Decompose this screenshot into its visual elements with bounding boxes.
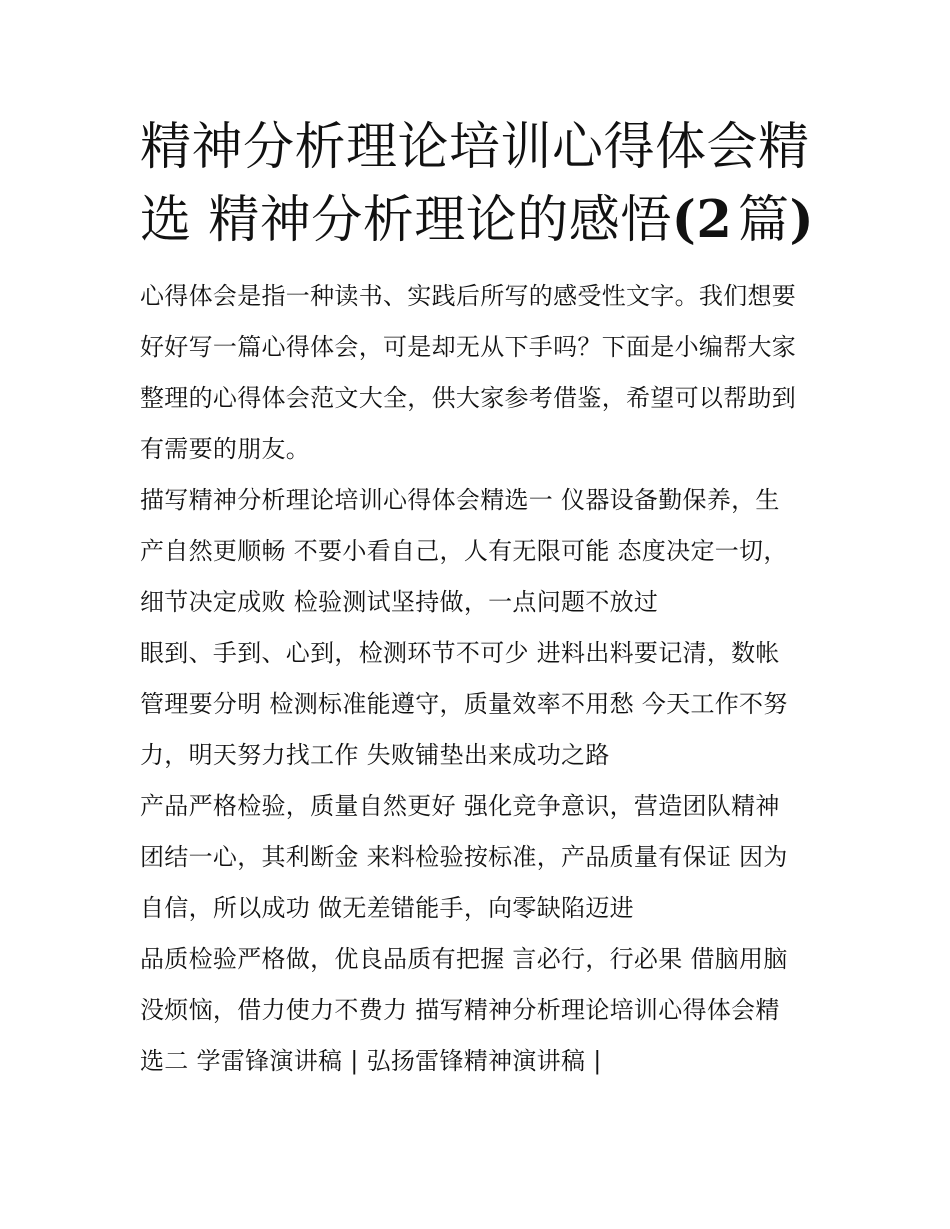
text-line: 产自然更顺畅 不要小看自己，人有无限可能 态度决定一切， — [140, 537, 788, 565]
document-page — [140, 112, 820, 1087]
text-line: 整理的心得体会范文大全，供大家参考借鉴，希望可以帮助到 — [140, 384, 797, 412]
document-body — [140, 271, 820, 1087]
title-line-2 — [140, 184, 820, 257]
title-count-unit: 篇 — [737, 191, 790, 250]
text-line: 心得体会是指一种读书、实践后所写的感受性文字。我们想要 — [140, 282, 797, 310]
intro-paragraph — [140, 271, 820, 475]
text-line: 产品严格检验，质量自然更好 强化竞争意识，营造团队精神 — [140, 792, 780, 820]
text-line: 眼到、手到、心到，检测环节不可少 进料出料要记清，数帐 — [140, 639, 780, 667]
text-line: 没烦恼，借力使力不费力 描写精神分析理论培训心得体会精 — [140, 996, 780, 1024]
text-line: 管理要分明 检测标准能遵守，质量效率不用愁 今天工作不努 — [140, 690, 788, 718]
title-count-close: ) — [789, 190, 815, 250]
title-line-1: 精神分析理论培训心得体会精 — [140, 118, 810, 177]
title-line-2-text: 选 精神分析理论的感悟 — [140, 191, 672, 250]
text-line: 选二 学雷锋演讲稿 | 弘扬雷锋精神演讲稿 | — [140, 1047, 602, 1075]
text-line: 力，明天努力找工作 失败铺垫出来成功之路 — [140, 741, 610, 769]
body-paragraph — [140, 628, 820, 781]
text-line: 有需要的朋友。 — [140, 435, 311, 463]
title-count-open: (2 — [671, 190, 733, 250]
text-line: 品质检验严格做，优良品质有把握 言必行，行必果 借脑用脑 — [140, 945, 788, 973]
text-line: 细节决定成败 检验测试坚持做，一点问题不放过 — [140, 588, 659, 616]
body-paragraph — [140, 781, 820, 934]
body-paragraph — [140, 934, 820, 1087]
text-line: 好好写一篇心得体会，可是却无从下手吗？下面是小编帮大家 — [140, 333, 797, 361]
body-paragraph — [140, 475, 820, 628]
text-line: 自信，所以成功 做无差错能手，向零缺陷迈进 — [140, 894, 634, 922]
text-line: 描写精神分析理论培训心得体会精选一 仪器设备勤保养，生 — [140, 486, 780, 514]
text-line: 团结一心，其利断金 来料检验按标准，产品质量有保证 因为 — [140, 843, 788, 871]
document-title — [140, 112, 820, 257]
